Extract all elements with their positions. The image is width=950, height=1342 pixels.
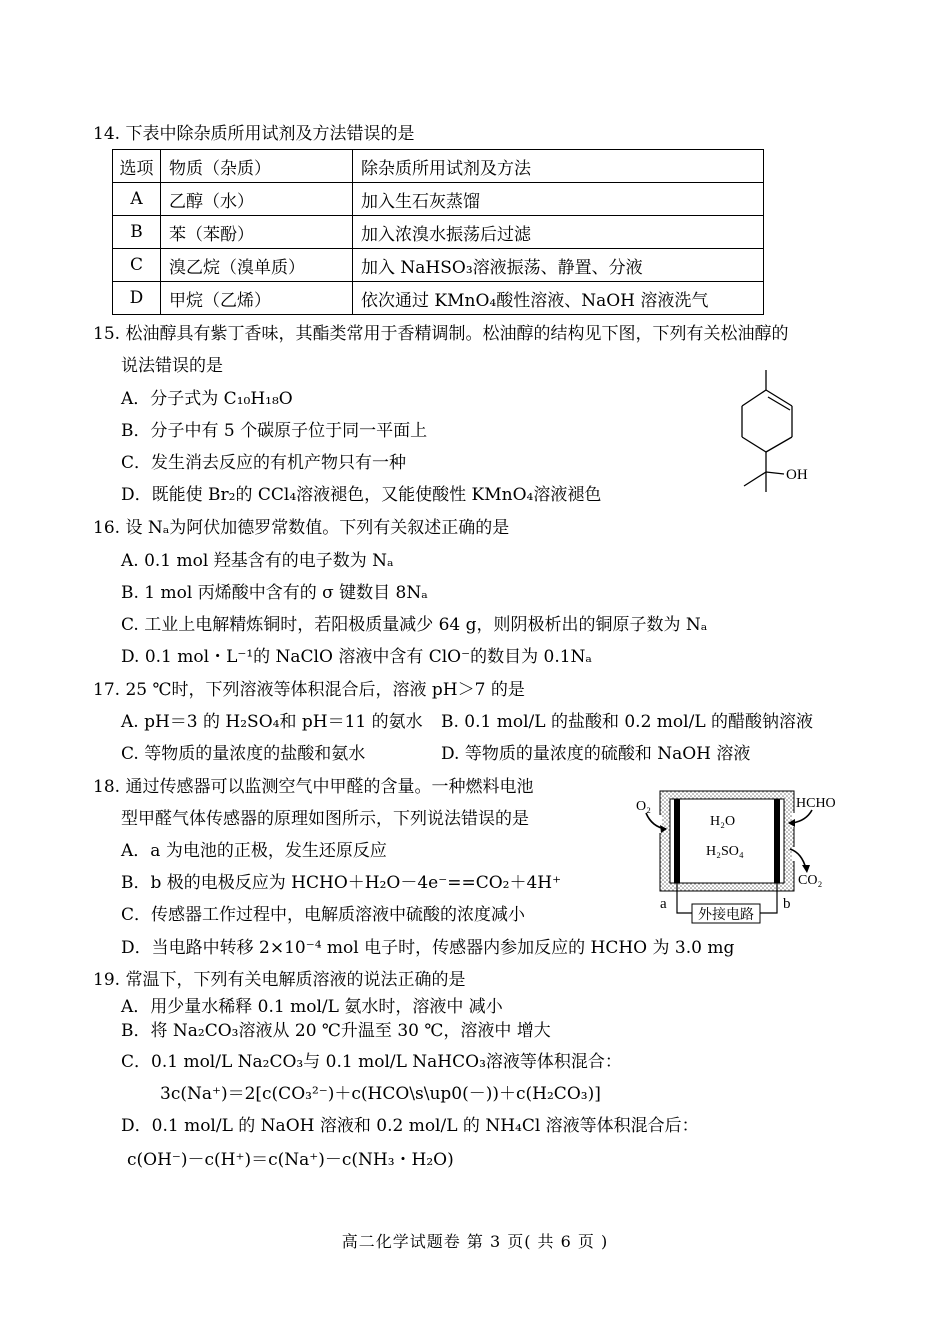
table-cell: 依次通过 KMnO₄酸性溶液、NaOH 溶液洗气 xyxy=(353,282,764,315)
q19-stem: 19. 常温下，下列有关电解质溶液的说法正确的是 xyxy=(93,970,466,990)
terpineol-structure-figure xyxy=(728,366,838,496)
q16-option-c: C. 工业上电解精炼铜时，若阳极质量减少 64 g，则阴极析出的铜原子数为 Nₐ xyxy=(121,615,708,635)
q15-stem-line1: 15. 松油醇具有紫丁香味，其酯类常用于香精调制。松油醇的结构见下图，下列有关松油醇的 xyxy=(93,324,789,344)
table-row xyxy=(113,282,764,315)
table-header-cell: 物质（杂质） xyxy=(161,150,353,183)
h2so4-label: H₂SO₄ xyxy=(706,844,744,859)
table-cell: 加入浓溴水振荡后过滤 xyxy=(353,216,764,249)
electrode-b-label: b xyxy=(783,896,791,912)
co2-arrow-head xyxy=(802,865,810,873)
q15-stem-line2: 说法错误的是 xyxy=(121,356,223,376)
q19-option-c: C．0.1 mol/L Na₂CO₃与 0.1 mol/L NaHCO₃溶液等体积混合： xyxy=(121,1052,622,1072)
table-header-cell: 选项 xyxy=(113,150,161,183)
page-footer: 高二化学试题卷 第 3 页( 共 6 页 ) xyxy=(341,1232,609,1251)
electrode-a-label: a xyxy=(660,896,667,912)
q16-option-b: B. 1 mol 丙烯酸中含有的 σ 键数目 8Nₐ xyxy=(121,583,428,603)
q18-option-d: D．当电路中转移 2×10⁻⁴ mol 电子时，传感器内参加反应的 HCHO 为 3.0 mg xyxy=(121,938,735,958)
q18-stem-line1: 18. 通过传感器可以监测空气中甲醛的含量。一种燃料电池 xyxy=(93,777,534,797)
table-row xyxy=(113,249,764,282)
co2-label: CO₂ xyxy=(798,873,823,888)
table-cell: D xyxy=(113,282,161,315)
q14-stem: 14. 下表中除杂质所用试剂及方法错误的是 xyxy=(93,124,415,144)
q19-option-c-equation: 3c(Na⁺)＝2[c(CO₃²⁻)＋c(HCO\s\up0(－))＋c(H₂CO₃)] xyxy=(160,1084,601,1104)
table-header-row xyxy=(113,150,764,183)
electrolyte-chamber xyxy=(670,799,784,883)
q18-option-c: C．传感器工作过程中，电解质溶液中硫酸的浓度减小 xyxy=(121,905,526,925)
table-row xyxy=(113,216,764,249)
electrode-b xyxy=(774,799,780,883)
q19-option-a: A．用少量水稀释 0.1 mol/L 氨水时，溶液中 减小 xyxy=(121,997,503,1017)
table-header-cell: 除杂质所用试剂及方法 xyxy=(353,150,764,183)
table-cell: 加入生石灰蒸馏 xyxy=(353,183,764,216)
hcho-label: HCHO xyxy=(796,796,836,811)
external-circuit-label: 外接电路 xyxy=(698,907,754,923)
q17-option-b: B. 0.1 mol/L 的盐酸和 0.2 mol/L 的醋酸钠溶液 xyxy=(441,712,814,732)
q19-option-d-equation: c(OH⁻)－c(H⁺)＝c(Na⁺)－c(NH₃・H₂O) xyxy=(127,1150,454,1170)
q15-option-a: A．分子式为 C₁₀H₁₈O xyxy=(121,389,293,409)
q15-option-d: D．既能使 Br₂的 CCl₄溶液褪色，又能使酸性 KMnO₄溶液褪色 xyxy=(121,485,602,505)
oh-label: OH xyxy=(786,467,808,483)
q17-option-a: A. pH＝3 的 H₂SO₄和 pH＝11 的氨水 xyxy=(121,712,423,732)
q18-option-a: A．a 为电池的正极，发生还原反应 xyxy=(121,841,387,861)
q16-stem: 16. 设 Nₐ为阿伏加德罗常数值。下列有关叙述正确的是 xyxy=(93,518,510,538)
q17-stem: 17. 25 ℃时，下列溶液等体积混合后，溶液 pH＞7 的是 xyxy=(93,680,525,700)
table-cell: 溴乙烷（溴单质） xyxy=(161,249,353,282)
table-cell: 乙醇（水） xyxy=(161,183,353,216)
fuel-cell-sensor-figure xyxy=(630,783,855,928)
electrode-a xyxy=(674,799,680,883)
q14-table xyxy=(112,149,764,315)
table-cell: 加入 NaHSO₃溶液振荡、静置、分液 xyxy=(353,249,764,282)
table-cell: 甲烷（乙烯） xyxy=(161,282,353,315)
table-cell: 苯（苯酚） xyxy=(161,216,353,249)
o2-label: O₂ xyxy=(636,799,651,814)
table-cell: C xyxy=(113,249,161,282)
q15-option-c: C．发生消去反应的有机产物只有一种 xyxy=(121,453,407,473)
q15-option-b: B．分子中有 5 个碳原子位于同一平面上 xyxy=(121,421,428,441)
table-row xyxy=(113,183,764,216)
h2o-label: H₂O xyxy=(710,814,736,829)
q18-option-b: B．b 极的电极反应为 HCHO＋H₂O－4e⁻==CO₂＋4H⁺ xyxy=(121,873,562,893)
table-cell: B xyxy=(113,216,161,249)
q19-option-b: B．将 Na₂CO₃溶液从 20 ℃升温至 30 ℃，溶液中 增大 xyxy=(121,1021,551,1041)
q17-option-c: C. 等物质的量浓度的盐酸和氨水 xyxy=(121,744,366,764)
q16-option-d: D. 0.1 mol・L⁻¹的 NaClO 溶液中含有 ClO⁻的数目为 0.1Nₐ xyxy=(121,647,592,667)
q18-stem-line2: 型甲醛气体传感器的原理如图所示，下列说法错误的是 xyxy=(121,809,529,829)
table-cell: A xyxy=(113,183,161,216)
q19-option-d: D．0.1 mol/L 的 NaOH 溶液和 0.2 mol/L 的 NH₄Cl 溶液等体积混合后： xyxy=(121,1116,699,1136)
q16-option-a: A. 0.1 mol 羟基含有的电子数为 Nₐ xyxy=(121,551,394,571)
q17-option-d: D. 等物质的量浓度的硫酸和 NaOH 溶液 xyxy=(441,744,751,764)
